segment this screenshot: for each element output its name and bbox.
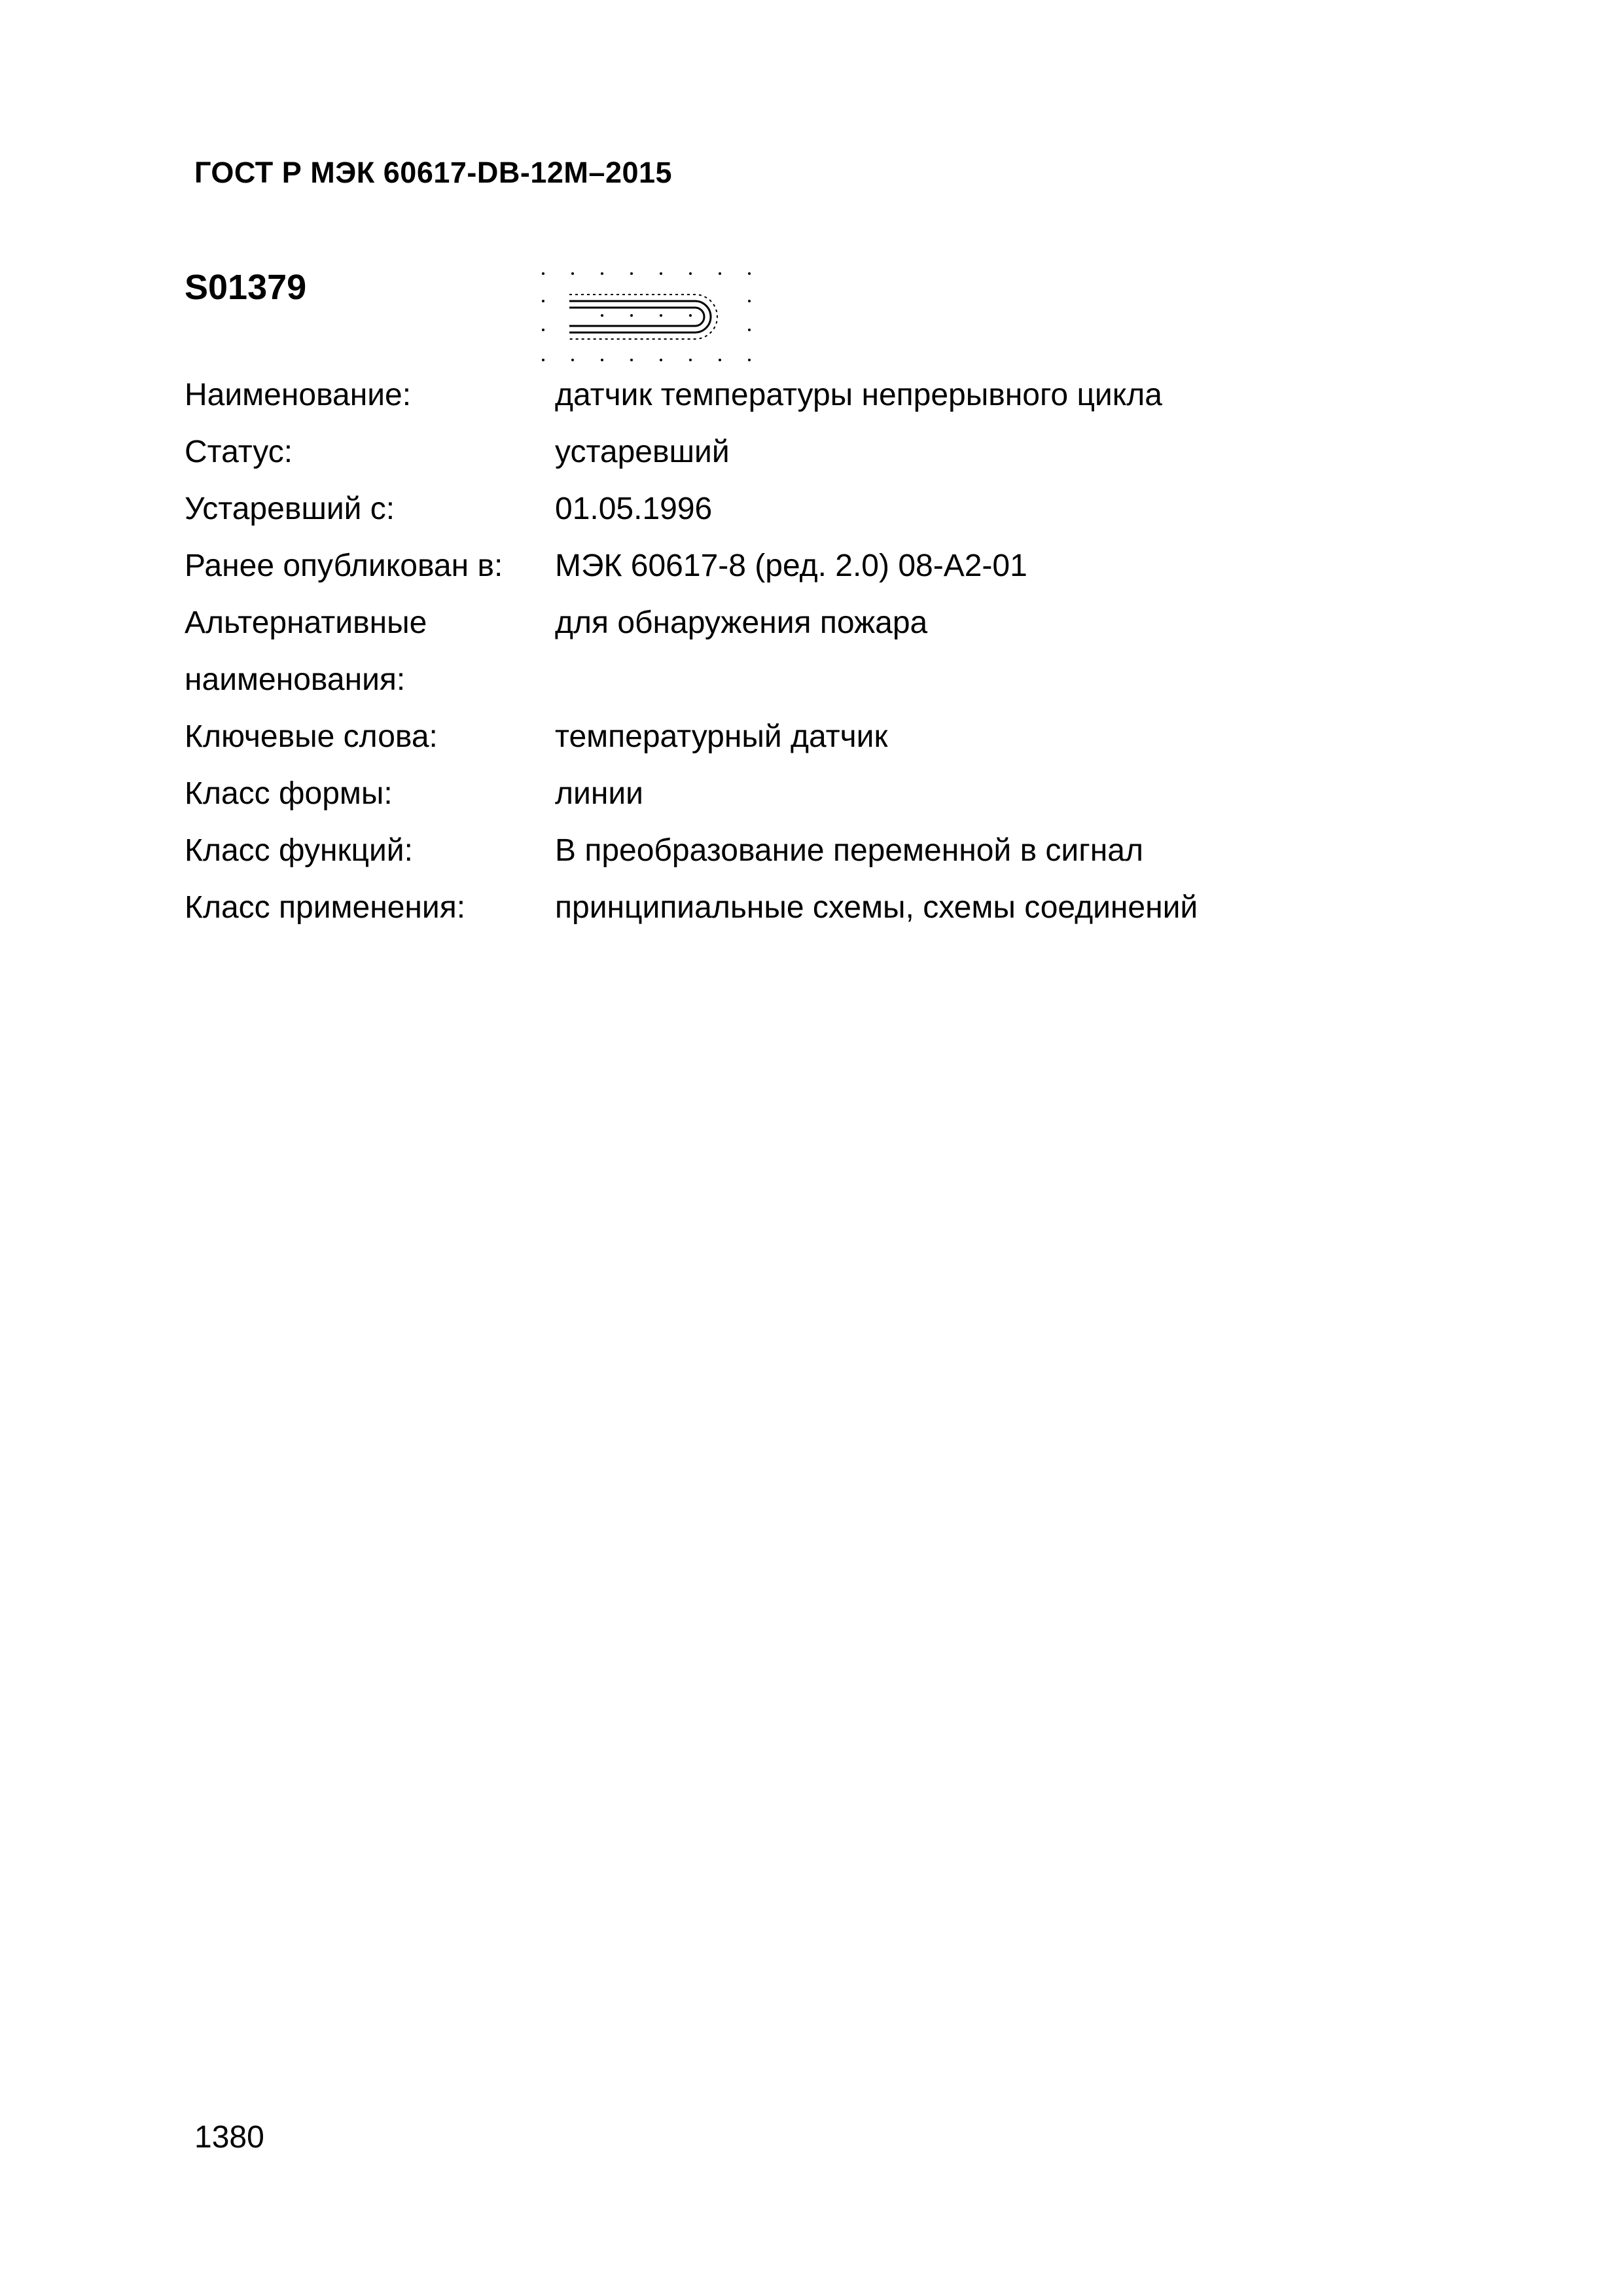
attr-value: МЭК 60617-8 (ред. 2.0) 08-A2-01 bbox=[555, 548, 1027, 583]
attr-row-obsolete-since bbox=[185, 480, 1198, 537]
attr-row-shape-class bbox=[185, 765, 1198, 822]
attr-label: Ключевые слова: bbox=[185, 719, 438, 754]
attr-value: для обнаружения пожара bbox=[555, 605, 928, 640]
attr-label-text: Альтернативные наименования: bbox=[185, 605, 427, 697]
attr-label: Наименование: bbox=[185, 378, 412, 412]
standard-title: ГОСТ Р МЭК 60617-DB-12M–2015 bbox=[194, 156, 673, 189]
attr-label: Класс функций: bbox=[185, 833, 413, 868]
page-number: 1380 bbox=[194, 2120, 264, 2155]
attr-value: линии bbox=[555, 776, 643, 811]
attr-value: устаревший bbox=[555, 435, 730, 469]
attr-row-function-class bbox=[185, 822, 1198, 879]
temperature-detector-symbol bbox=[541, 271, 754, 363]
detector-lines bbox=[569, 295, 717, 339]
attr-row-status bbox=[185, 423, 1198, 480]
attr-row-keywords bbox=[185, 708, 1198, 765]
attr-label: Класс применения: bbox=[185, 890, 466, 925]
attr-label bbox=[185, 594, 555, 708]
attr-label: Класс формы: bbox=[185, 776, 393, 811]
attr-row-alternative-names bbox=[185, 594, 1198, 708]
attr-row-application-class bbox=[185, 879, 1198, 936]
symbol-grid bbox=[542, 272, 751, 361]
attr-value: B преобразование переменной в сигнал bbox=[555, 833, 1143, 868]
symbol-code: S01379 bbox=[185, 268, 307, 307]
attr-label: Статус: bbox=[185, 435, 293, 469]
attr-row-previously-published bbox=[185, 537, 1198, 594]
attribute-table bbox=[185, 367, 1198, 936]
attr-value: датчик температуры непрерывного цикла bbox=[555, 378, 1162, 412]
attr-value: 01.05.1996 bbox=[555, 492, 713, 526]
attr-value: температурный датчик bbox=[555, 719, 888, 754]
attr-value: принципиальные схемы, схемы соединений bbox=[555, 890, 1198, 925]
attr-row-name bbox=[185, 367, 1198, 423]
attr-label: Ранее опубликован в: bbox=[185, 548, 503, 583]
attr-label: Устаревший с: bbox=[185, 492, 395, 526]
